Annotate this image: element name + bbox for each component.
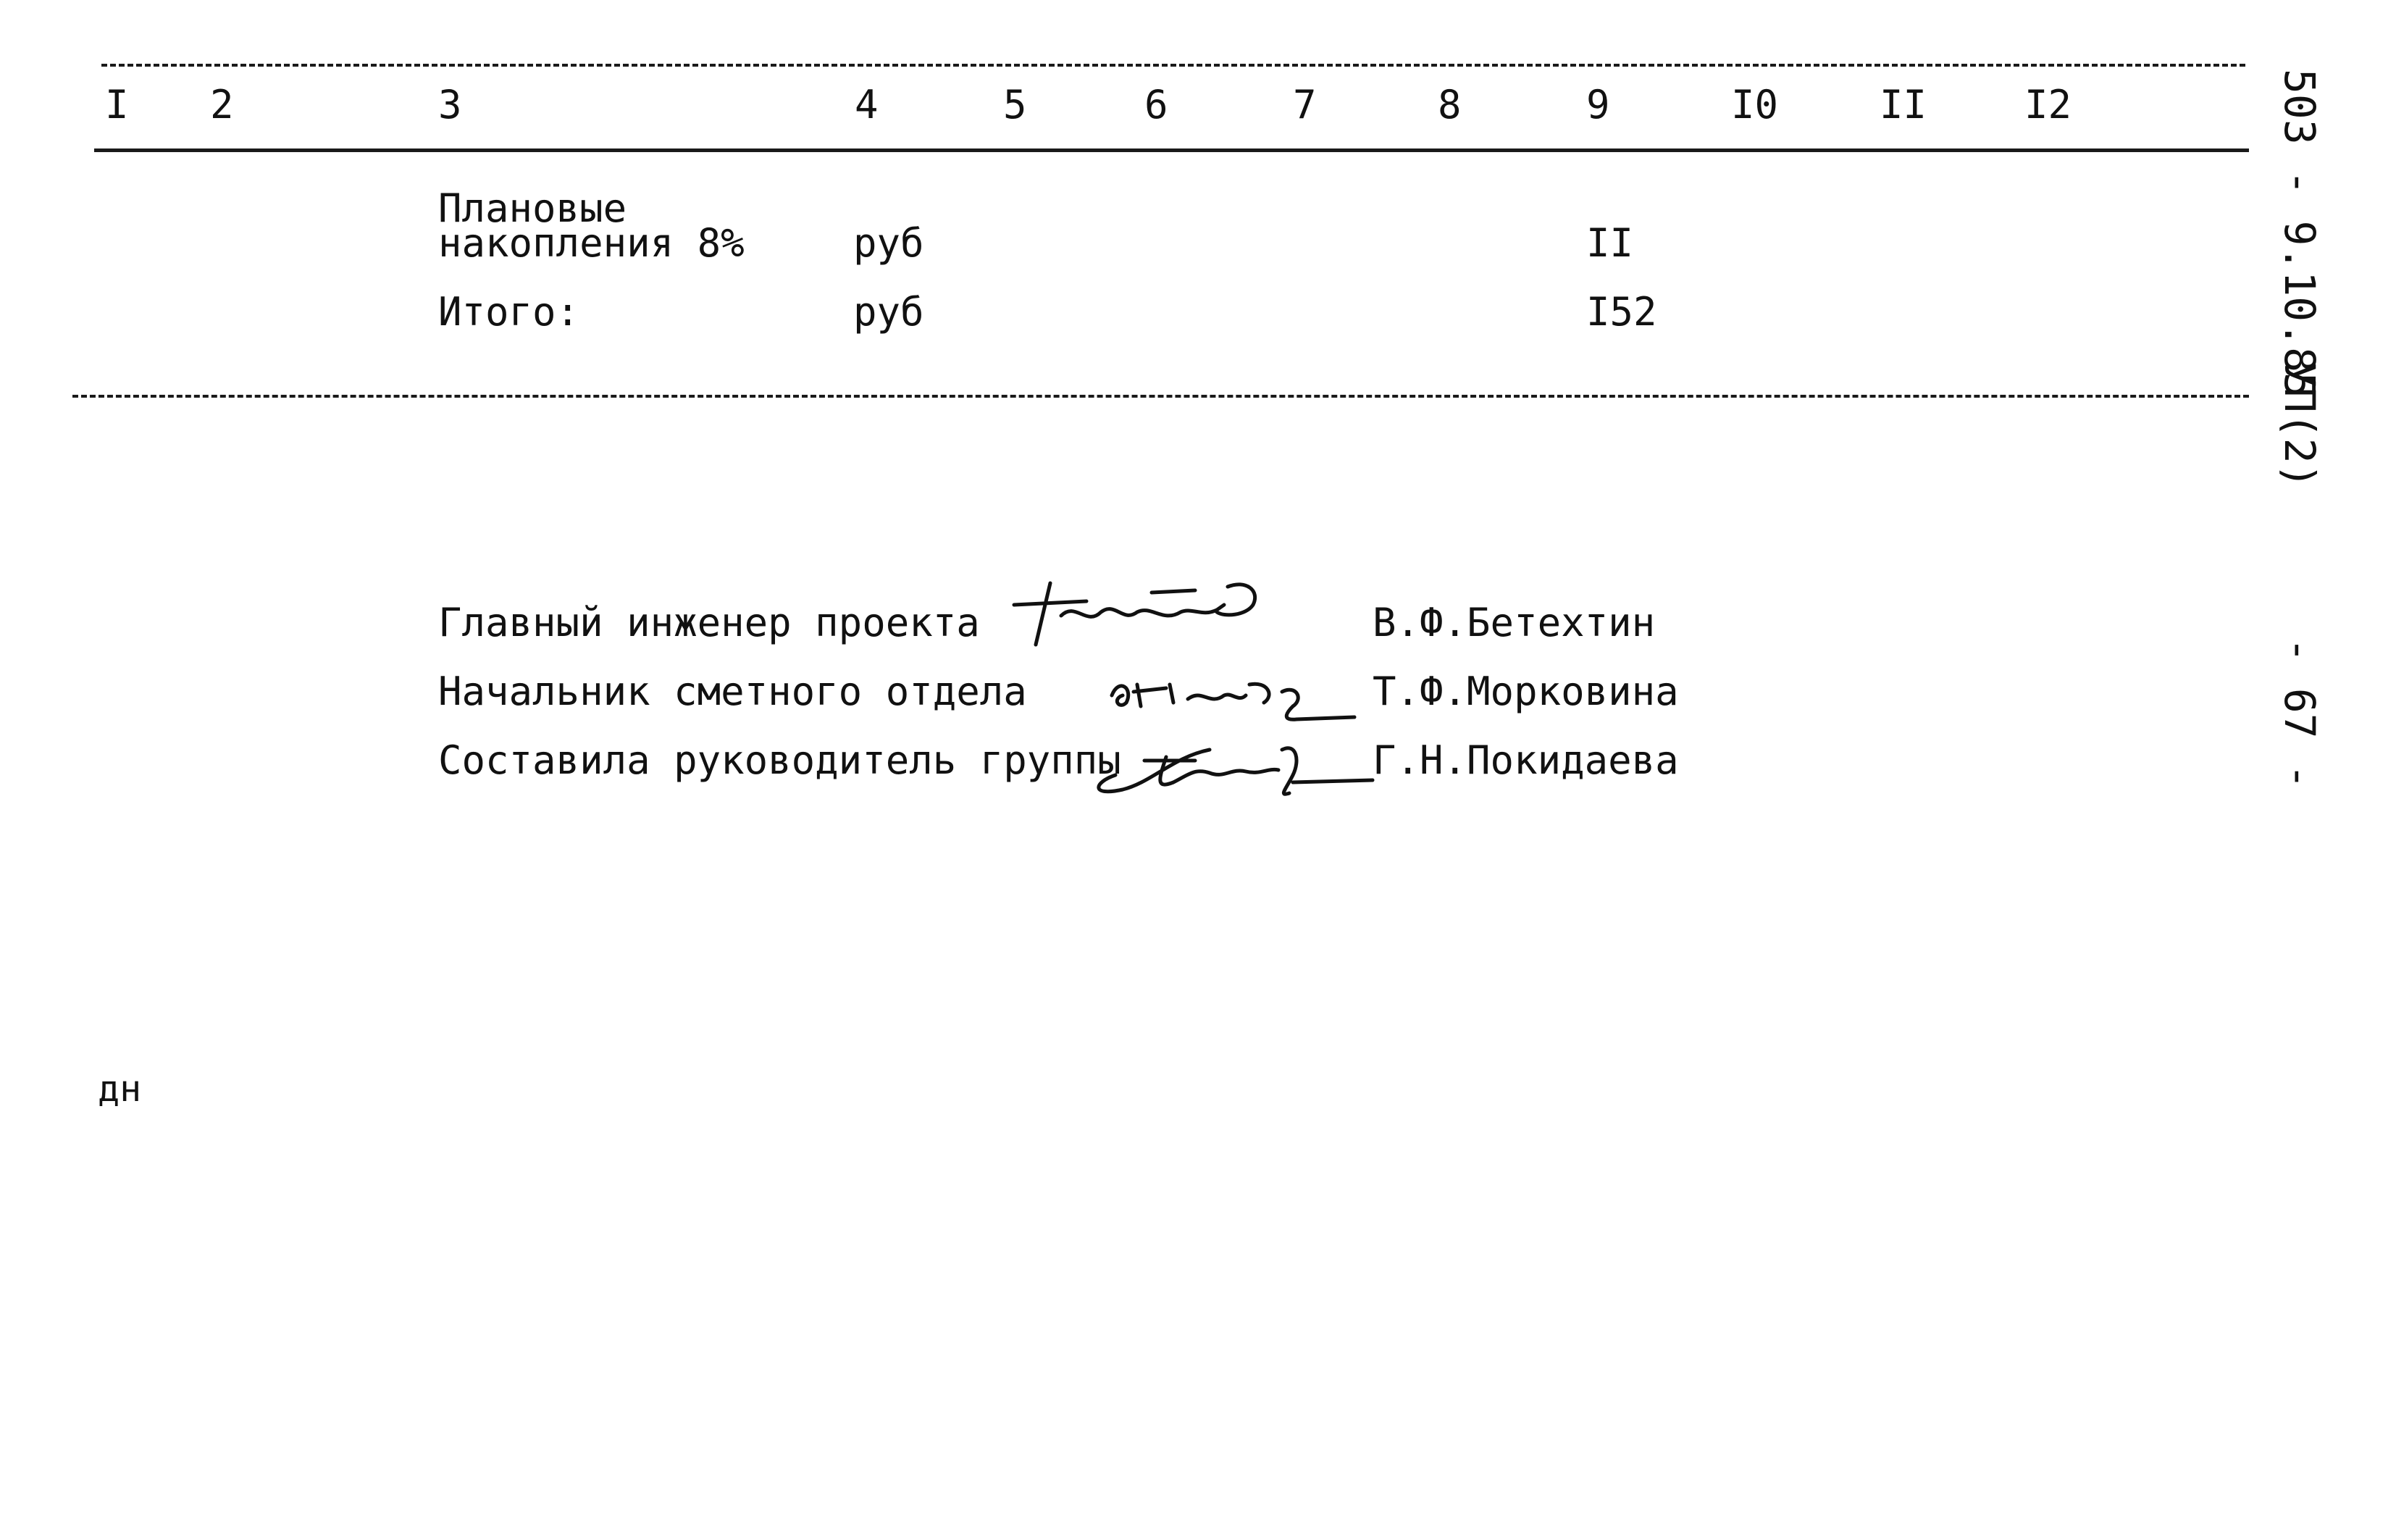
column-header-12: I2 [2024,82,2072,127]
side-page-number [2275,637,2324,790]
row-unit: руб [853,220,924,266]
column-header-2: 2 [210,82,234,127]
column-header-8: 8 [1438,82,1462,127]
handwritten-signature-1 [1007,572,1282,652]
side-section [2275,362,2324,489]
section-text: УП(2) [2275,362,2324,489]
signature-name-chief-engineer: В.Ф.Бетехтин [1373,600,1656,645]
column-header-3: 3 [438,82,462,127]
signature-role-estimate-head: Начальник сметного отдела [438,669,1027,714]
table-top-rule [101,64,2245,67]
signature-role-chief-engineer: Главный инженер проекта [438,600,980,645]
signature-name-group-lead: Г.Н.Покидаева [1373,737,1679,783]
column-header-1: I [105,82,129,127]
table-bottom-rule [72,395,2249,398]
row-unit: руб [853,289,924,335]
doc-code-text: 503 - 9.10.85 [2275,69,2324,398]
row-value: I52 [1586,289,1657,335]
side-doc-code [2275,69,2324,398]
row-description-line2: накопления 8% [438,220,745,266]
signature-role-group-lead: Составила руководитель группы [438,737,1121,783]
column-header-5: 5 [1003,82,1027,127]
column-header-10: I0 [1731,82,1779,127]
row-description-line1: Плановые [438,185,627,231]
signature-name-estimate-head: Т.Ф.Морковина [1373,669,1679,714]
row-description: Итого: [438,289,580,335]
page-number-text: - 67 - [2275,637,2324,790]
row-value: II [1586,220,1634,266]
column-header-6: 6 [1144,82,1168,127]
handwritten-signature-2 [1101,663,1362,728]
column-header-4: 4 [855,82,879,127]
column-header-9: 9 [1586,82,1610,127]
handwritten-signature-3 [1086,728,1376,804]
column-header-11: II [1880,82,1927,127]
footer-mark: дн [98,1068,142,1110]
column-header-7: 7 [1293,82,1317,127]
table-header-rule [94,148,2249,152]
